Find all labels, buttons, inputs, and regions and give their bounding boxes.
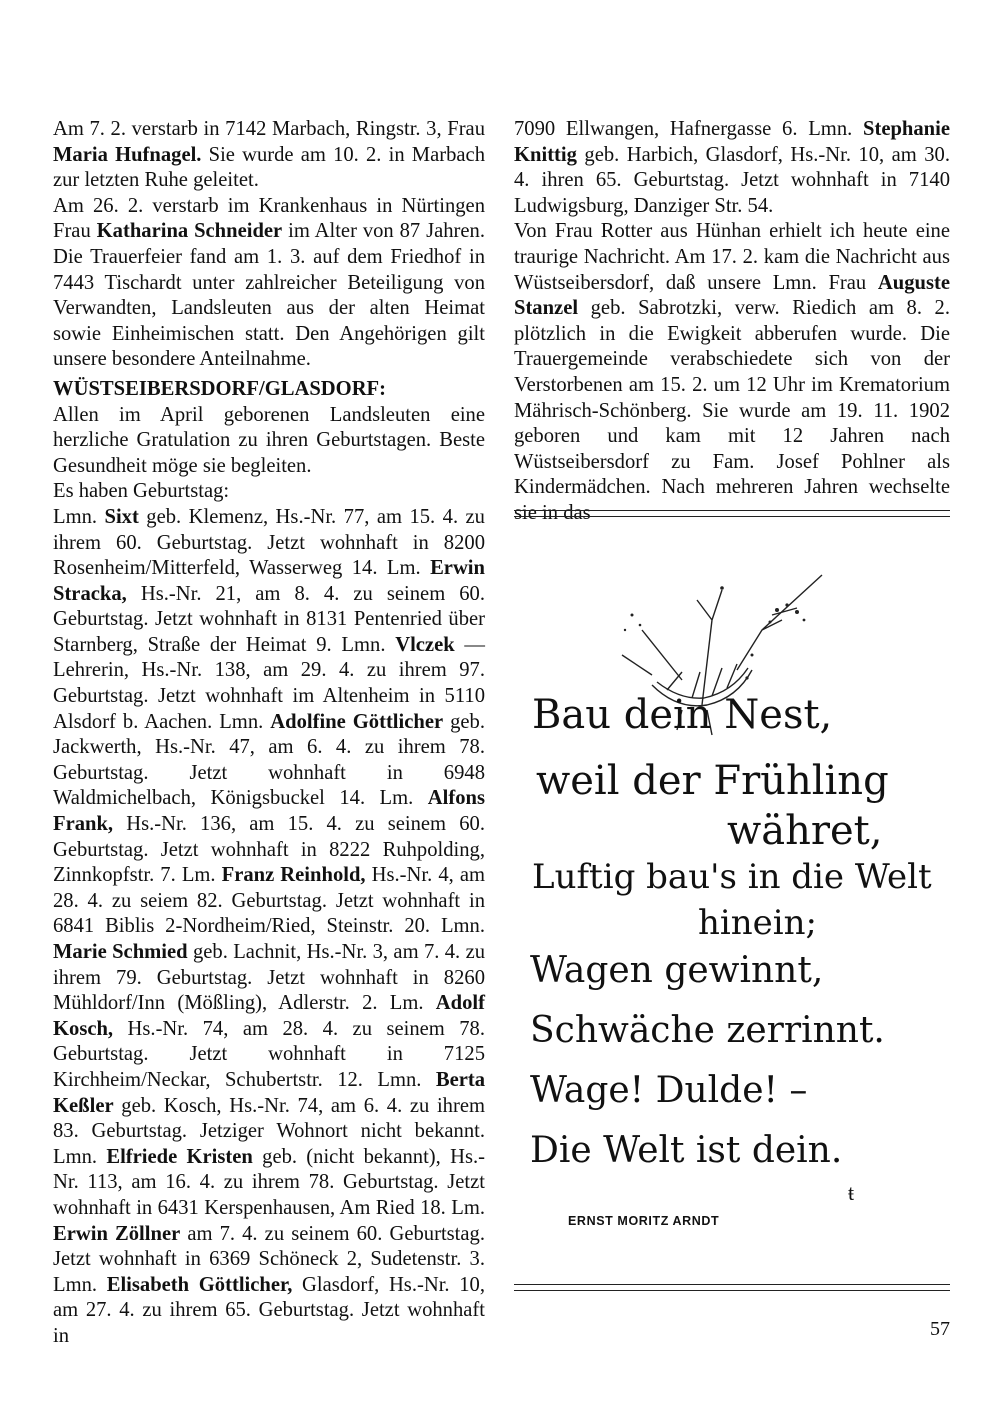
birthday-knittig: 7090 Ellwangen, Hafnergasse 6. Lmn. Stephanie Knittig geb. Harbich, Glasdorf, Hs.-Nr. 10, am 30. 4. ihren 65. Geburtstag. Jetzt wohnhaft in 7140 Ludwigsburg, Danziger Str. 54. [514,118,950,217]
obituary-hufnagel: Am 7. 2. verstarb in 7142 Marbach, Ringstr. 3, Frau Maria Hufnagel. Sie wurde am 10. 2. in Marbach zur letzten Ruhe geleitet. [53,118,485,192]
name-bold: Auguste Stanzel [514,271,950,320]
poem-line-5: hinein; [698,903,818,943]
left-column [53,117,485,1350]
divider-top-2 [514,516,950,517]
name-bold: Stephanie Knittig [514,118,950,166]
poem-author: ERNST MORITZ ARNDT [568,1214,720,1228]
poem-line-3: währet, [727,808,883,854]
poem-line-7: Schwäche zerrinnt. [530,1010,885,1051]
name-bold: Maria Hufnagel. [53,143,202,166]
divider-bottom-1 [514,1284,950,1285]
obituary-stanzel: Von Frau Rotter aus Hünhan erhielt ich heute eine traurige Nachricht. Am 17. 2. kam die Nachricht aus Wüstseibersdorf, daß unsere Lmn. Frau Auguste Stanzel geb. Sabrotzki, verw. Riedich am 8. 2. plötzlich in die Ewigkeit abberufen wurde. Die Trauergemeinde verabschiedete sich von der Verstorbenen am 15. 2. um 12 Uhr im Krematorium Mährisch-Schönberg. Sie wurde am 19. 11. 1902 geboren und kam mit 12 Jahren nach Wüstseibersdorf zu Fam. Josef Pohlner als Kindermädchen. Nach mehreren Jahren wechselte sie in das [514,220,950,524]
poem-line-9: Die Welt ist dein. [530,1130,843,1171]
poem-line-1: Bau dein Nest, [532,692,833,738]
poem-line-4: Luftig bau's in die Welt [532,857,932,897]
poem-line-2: weil der Frühling [536,758,889,804]
birthday-intro: Allen im April geborenen Landsleuten eine herzliche Gratulation zu ihren Geburtstagen. Beste Gesundheit möge sie begleiten. [53,403,485,477]
name-bold: Katharina Schneider [96,220,283,243]
poem-line-6: Wagen gewinnt, [530,950,824,991]
divider-bottom-2 [514,1290,950,1291]
page-number: 57 [930,1318,950,1340]
divider-top-1 [514,510,950,511]
flourish-mark: ŧ [848,1180,855,1205]
poem-line-8: Wage! Dulde! – [530,1070,808,1111]
birthday-list: Lmn. Sixt geb. Klemenz, Hs.-Nr. 77, am 15. 4. zu ihrem 60. Geburtstag. Jetzt wohnhaft in 8200 Rosenheim/Mitterfeld, Wasserweg 14. Lm. Erwin Stracka, Hs.-Nr. 21, am 8. 4. zu seinem 60. Geburtstag. Jetzt wohnhaft in 8131 Pentenried über Starnberg, Straße der Heimat 9. Lmn. Vlczek — Lehrerin, Hs.-Nr. 138, am 29. 4. zu ihrem 97. Geburtstag. Jetzt wohnhaft im Altenheim in 5110 Alsdorf b. Aachen. Lmn. Adolfine Göttlicher geb. Jackwerth, Hs.-Nr. 47, am 6. 4. zu ihrem 78. Geburtstag. Jetzt wohnhaft in 6948 Waldmichelbach, Königsbuckel 14. Lm. Alfons Frank, Hs.-Nr. 136, am 15. 4. zu seinem 60. Geburtstag. Jetzt wohnhaft in 8222 Ruhpolding, Zinnkopfstr. 7. Lm. Franz Reinhold, Hs.-Nr. 4, am 28. 4. zu seiem 82. Geburtstag. Jetzt wohnhaft in 6841 Biblis 2-Nordheim/Ried, Steinstr. 20. Lmn. Marie Schmied geb. Lachnit, Hs.-Nr. 3, am 7. 4. zu ihrem 79. Geburtstag. Jetzt wohnhaft in 8260 Mühldorf/Inn (Mößling), Adlerstr. 2. Lm. Adolf Kosch, Hs.-Nr. 74, am 28. 4. zu seinem 78. Geburtstag. Jetzt wohnhaft in 7125 Kirchheim/Neckar, Schubertstr. 12. Lmn. Berta Keßler geb. Kosch, Hs.-Nr. 74, am 6. 4. zu ihrem 83. Geburtstag. Jetziger Wohnort nicht bekannt. Lmn. Elfriede Kristen geb. (nicht bekannt), Hs.-Nr. 113, am 16. 4. zu ihrem 78. Geburtstag. Jetzt wohnhaft in 6431 Kerspenhausen, Am Ried 18. Lm. Erwin Zöllner am 7. 4. zu seinem 60. Geburtstag. Jetzt wohnhaft in 6369 Schöneck 2, Sudetenstr. 3. Lmn. Elisabeth Göttlicher, Glasdorf, Hs.-Nr. 10, am 27. 4. zu ihrem 65. Geburtstag. Jetzt wohnhaft in [53,505,486,1347]
obituary-schneider: Am 26. 2. verstarb im Krankenhaus in Nürtingen Frau Katharina Schneider im Alter von 87 Jahren. Die Trauerfeier fand am 1. 3. auf dem Friedhof in 7443 Tischardt unter zahlreicher Beteiligung von Verwandten, Landsleuten aus der alten Heimat sowie Einheimischen statt. Den Angehörigen gilt unsere besondere Anteilnahme. [53,194,486,371]
section-heading: WÜSTSEIBERSDORF/GLASDORF: [53,377,386,400]
right-column [514,117,950,527]
birthday-intro-2: Es haben Geburtstag: [53,480,230,503]
